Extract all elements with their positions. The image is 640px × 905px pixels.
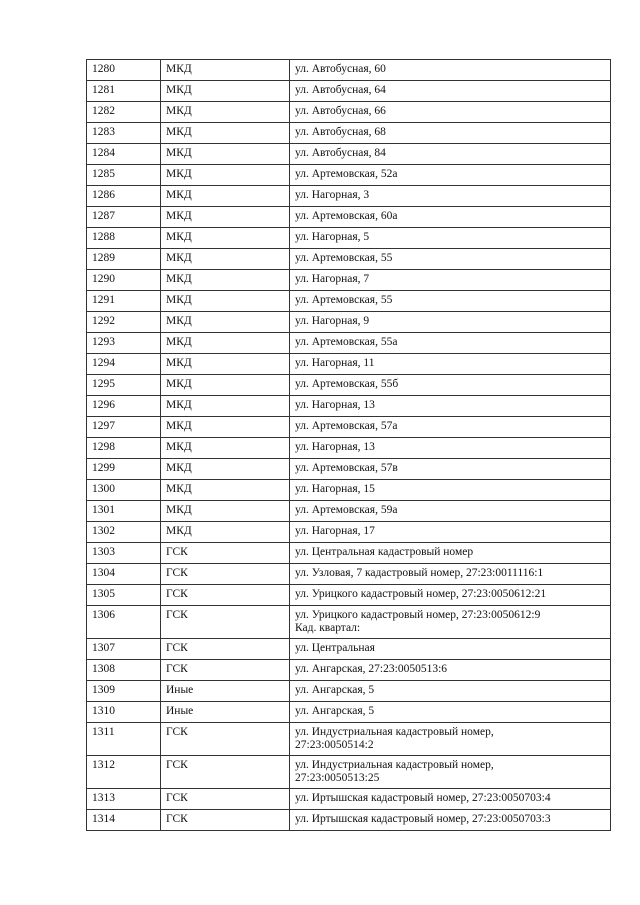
row-number-cell: 1307 — [87, 639, 161, 660]
table-row — [87, 249, 611, 270]
object-type-cell: ГСК — [161, 639, 290, 660]
row-number-cell: 1299 — [87, 459, 161, 480]
address-cell: ул. Артемовская, 55 — [290, 249, 611, 270]
address-cell: ул. Нагорная, 11 — [290, 354, 611, 375]
object-type-cell: МКД — [161, 207, 290, 228]
table-row — [87, 564, 611, 585]
table-row — [87, 354, 611, 375]
row-number-cell: 1305 — [87, 585, 161, 606]
object-type-cell: МКД — [161, 417, 290, 438]
table-row — [87, 81, 611, 102]
object-type-cell: МКД — [161, 438, 290, 459]
object-type-cell: Иные — [161, 681, 290, 702]
table-row — [87, 228, 611, 249]
object-type-cell: МКД — [161, 396, 290, 417]
object-type-cell: МКД — [161, 291, 290, 312]
table-row — [87, 312, 611, 333]
address-cell: ул. Урицкого кадастровый номер, 27:23:0050612:21 — [290, 585, 611, 606]
row-number-cell: 1298 — [87, 438, 161, 459]
row-number-cell: 1301 — [87, 501, 161, 522]
address-cell: ул. Центральная кадастровый номер — [290, 543, 611, 564]
address-cell: ул. Автобусная, 64 — [290, 81, 611, 102]
address-cell: ул. Узловая, 7 кадастровый номер, 27:23:0011116:1 — [290, 564, 611, 585]
object-type-cell: МКД — [161, 60, 290, 81]
address-cell: ул. Индустриальная кадастровый номер, 27:23:0050513:25 — [290, 756, 611, 789]
address-cell: ул. Нагорная, 5 — [290, 228, 611, 249]
table-row — [87, 702, 611, 723]
object-type-cell: ГСК — [161, 789, 290, 810]
table-row — [87, 144, 611, 165]
object-type-cell: ГСК — [161, 564, 290, 585]
address-cell: ул. Артемовская, 59а — [290, 501, 611, 522]
object-type-cell: МКД — [161, 270, 290, 291]
row-number-cell: 1313 — [87, 789, 161, 810]
table-row — [87, 723, 611, 756]
table-row — [87, 501, 611, 522]
row-number-cell: 1312 — [87, 756, 161, 789]
object-type-cell: ГСК — [161, 660, 290, 681]
object-type-cell: МКД — [161, 228, 290, 249]
table-row — [87, 102, 611, 123]
row-number-cell: 1281 — [87, 81, 161, 102]
table-row — [87, 810, 611, 831]
address-cell: ул. Ангарская, 5 — [290, 681, 611, 702]
object-type-cell: МКД — [161, 81, 290, 102]
row-number-cell: 1293 — [87, 333, 161, 354]
table-row — [87, 60, 611, 81]
address-cell: ул. Нагорная, 15 — [290, 480, 611, 501]
address-cell: ул. Нагорная, 7 — [290, 270, 611, 291]
object-type-cell: МКД — [161, 186, 290, 207]
address-cell: ул. Индустриальная кадастровый номер, 27:23:0050514:2 — [290, 723, 611, 756]
table-row — [87, 417, 611, 438]
row-number-cell: 1300 — [87, 480, 161, 501]
registry-table — [86, 59, 611, 831]
object-type-cell: МКД — [161, 144, 290, 165]
row-number-cell: 1297 — [87, 417, 161, 438]
row-number-cell: 1308 — [87, 660, 161, 681]
table-row — [87, 438, 611, 459]
table-row — [87, 585, 611, 606]
table-row — [87, 480, 611, 501]
row-number-cell: 1280 — [87, 60, 161, 81]
object-type-cell: МКД — [161, 102, 290, 123]
object-type-cell: ГСК — [161, 756, 290, 789]
table-row — [87, 375, 611, 396]
object-type-cell: МКД — [161, 249, 290, 270]
address-cell: ул. Иртышская кадастровый номер, 27:23:0050703:3 — [290, 810, 611, 831]
table-row — [87, 186, 611, 207]
table-row — [87, 522, 611, 543]
table-row — [87, 333, 611, 354]
table-row — [87, 123, 611, 144]
address-cell: ул. Нагорная, 3 — [290, 186, 611, 207]
row-number-cell: 1302 — [87, 522, 161, 543]
object-type-cell: ГСК — [161, 606, 290, 639]
row-number-cell: 1291 — [87, 291, 161, 312]
table-row — [87, 756, 611, 789]
address-cell: ул. Автобусная, 60 — [290, 60, 611, 81]
address-cell: ул. Автобусная, 68 — [290, 123, 611, 144]
row-number-cell: 1314 — [87, 810, 161, 831]
table-row — [87, 789, 611, 810]
table-row — [87, 543, 611, 564]
table-row — [87, 165, 611, 186]
table-row — [87, 207, 611, 228]
row-number-cell: 1283 — [87, 123, 161, 144]
object-type-cell: МКД — [161, 480, 290, 501]
table-row — [87, 291, 611, 312]
row-number-cell: 1288 — [87, 228, 161, 249]
address-cell: ул. Урицкого кадастровый номер, 27:23:0050612:9 Кад. квартал: — [290, 606, 611, 639]
object-type-cell: МКД — [161, 501, 290, 522]
object-type-cell: МКД — [161, 375, 290, 396]
object-type-cell: МКД — [161, 312, 290, 333]
row-number-cell: 1296 — [87, 396, 161, 417]
table-row — [87, 396, 611, 417]
row-number-cell: 1310 — [87, 702, 161, 723]
address-cell: ул. Автобусная, 84 — [290, 144, 611, 165]
row-number-cell: 1309 — [87, 681, 161, 702]
row-number-cell: 1292 — [87, 312, 161, 333]
address-cell: ул. Ангарская, 5 — [290, 702, 611, 723]
object-type-cell: ГСК — [161, 810, 290, 831]
object-type-cell: ГСК — [161, 543, 290, 564]
table-row — [87, 639, 611, 660]
address-cell: ул. Артемовская, 57а — [290, 417, 611, 438]
address-cell: ул. Центральная — [290, 639, 611, 660]
address-cell: ул. Иртышская кадастровый номер, 27:23:0050703:4 — [290, 789, 611, 810]
row-number-cell: 1290 — [87, 270, 161, 291]
address-cell: ул. Нагорная, 13 — [290, 438, 611, 459]
table-row — [87, 459, 611, 480]
row-number-cell: 1289 — [87, 249, 161, 270]
object-type-cell: МКД — [161, 354, 290, 375]
row-number-cell: 1282 — [87, 102, 161, 123]
table-row — [87, 660, 611, 681]
object-type-cell: Иные — [161, 702, 290, 723]
row-number-cell: 1285 — [87, 165, 161, 186]
object-type-cell: ГСК — [161, 723, 290, 756]
address-cell: ул. Нагорная, 9 — [290, 312, 611, 333]
row-number-cell: 1306 — [87, 606, 161, 639]
table-row — [87, 681, 611, 702]
table-row — [87, 606, 611, 639]
registry-table-body — [87, 60, 611, 831]
object-type-cell: МКД — [161, 522, 290, 543]
address-cell: ул. Нагорная, 13 — [290, 396, 611, 417]
row-number-cell: 1311 — [87, 723, 161, 756]
address-cell: ул. Артемовская, 57в — [290, 459, 611, 480]
object-type-cell: МКД — [161, 459, 290, 480]
object-type-cell: МКД — [161, 165, 290, 186]
address-cell: ул. Артемовская, 52а — [290, 165, 611, 186]
address-cell: ул. Артемовская, 60а — [290, 207, 611, 228]
row-number-cell: 1304 — [87, 564, 161, 585]
address-cell: ул. Автобусная, 66 — [290, 102, 611, 123]
row-number-cell: 1294 — [87, 354, 161, 375]
address-cell: ул. Артемовская, 55 — [290, 291, 611, 312]
row-number-cell: 1286 — [87, 186, 161, 207]
object-type-cell: ГСК — [161, 585, 290, 606]
address-cell: ул. Нагорная, 17 — [290, 522, 611, 543]
address-cell: ул. Артемовская, 55б — [290, 375, 611, 396]
row-number-cell: 1287 — [87, 207, 161, 228]
address-cell: ул. Ангарская, 27:23:0050513:6 — [290, 660, 611, 681]
object-type-cell: МКД — [161, 123, 290, 144]
row-number-cell: 1303 — [87, 543, 161, 564]
row-number-cell: 1295 — [87, 375, 161, 396]
table-row — [87, 270, 611, 291]
object-type-cell: МКД — [161, 333, 290, 354]
address-cell: ул. Артемовская, 55а — [290, 333, 611, 354]
row-number-cell: 1284 — [87, 144, 161, 165]
